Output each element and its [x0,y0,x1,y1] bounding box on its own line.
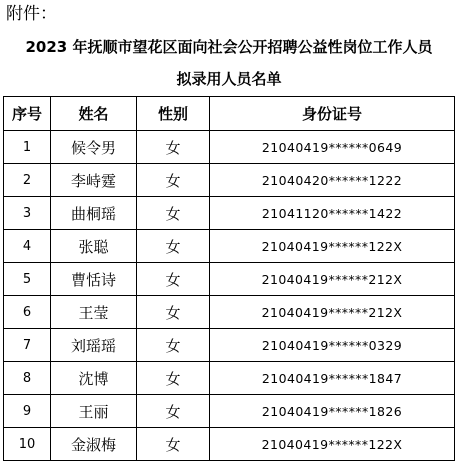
row-id-number: 21040419******212X [210,263,455,296]
document-subtitle: 拟录用人员名单 [176,70,282,88]
row-name: 李峙霆 [51,164,137,197]
table-row [4,428,455,461]
table-row [4,296,455,329]
attachment-label: 附件： [6,4,57,24]
header-id-number: 身份证号 [210,97,455,131]
row-id-number: 21040420******1222 [210,164,455,197]
row-gender: 女 [137,329,210,362]
row-gender: 女 [137,230,210,263]
table-row [4,329,455,362]
header-name: 姓名 [51,97,137,131]
table-row [4,263,455,296]
row-index: 2 [4,164,51,197]
row-gender: 女 [137,263,210,296]
row-gender: 女 [137,362,210,395]
row-name: 王莹 [51,296,137,329]
row-name: 曲桐瑶 [51,197,137,230]
row-id-number: 21041120******1422 [210,197,455,230]
row-index: 1 [4,131,51,164]
row-index: 10 [4,428,51,461]
row-name: 王丽 [51,395,137,428]
row-index: 7 [4,329,51,362]
row-id-number: 21040419******122X [210,428,455,461]
row-id-number: 21040419******0649 [210,131,455,164]
row-gender: 女 [137,164,210,197]
table-row [4,131,455,164]
row-index: 5 [4,263,51,296]
row-id-number: 21040419******122X [210,230,455,263]
document-title: 2023 年抚顺市望花区面向社会公开招聘公益性岗位工作人员 [25,38,433,56]
row-id-number: 21040419******0329 [210,329,455,362]
row-name: 沈博 [51,362,137,395]
row-name: 候令男 [51,131,137,164]
row-gender: 女 [137,197,210,230]
row-name: 张聪 [51,230,137,263]
row-name: 金淑梅 [51,428,137,461]
table-row [4,164,455,197]
row-gender: 女 [137,395,210,428]
row-id-number: 21040419******1826 [210,395,455,428]
row-name: 曹恬诗 [51,263,137,296]
row-gender: 女 [137,428,210,461]
row-index: 6 [4,296,51,329]
hired-personnel-table [3,96,455,461]
row-gender: 女 [137,296,210,329]
row-index: 4 [4,230,51,263]
row-index: 8 [4,362,51,395]
row-id-number: 21040419******212X [210,296,455,329]
row-index: 3 [4,197,51,230]
table-row [4,230,455,263]
table-row [4,395,455,428]
row-index: 9 [4,395,51,428]
table-header-row [4,97,455,131]
table-row [4,197,455,230]
table-row [4,362,455,395]
header-index: 序号 [4,97,51,131]
row-name: 刘瑶瑶 [51,329,137,362]
header-gender: 性别 [137,97,210,131]
row-gender: 女 [137,131,210,164]
row-id-number: 21040419******1847 [210,362,455,395]
